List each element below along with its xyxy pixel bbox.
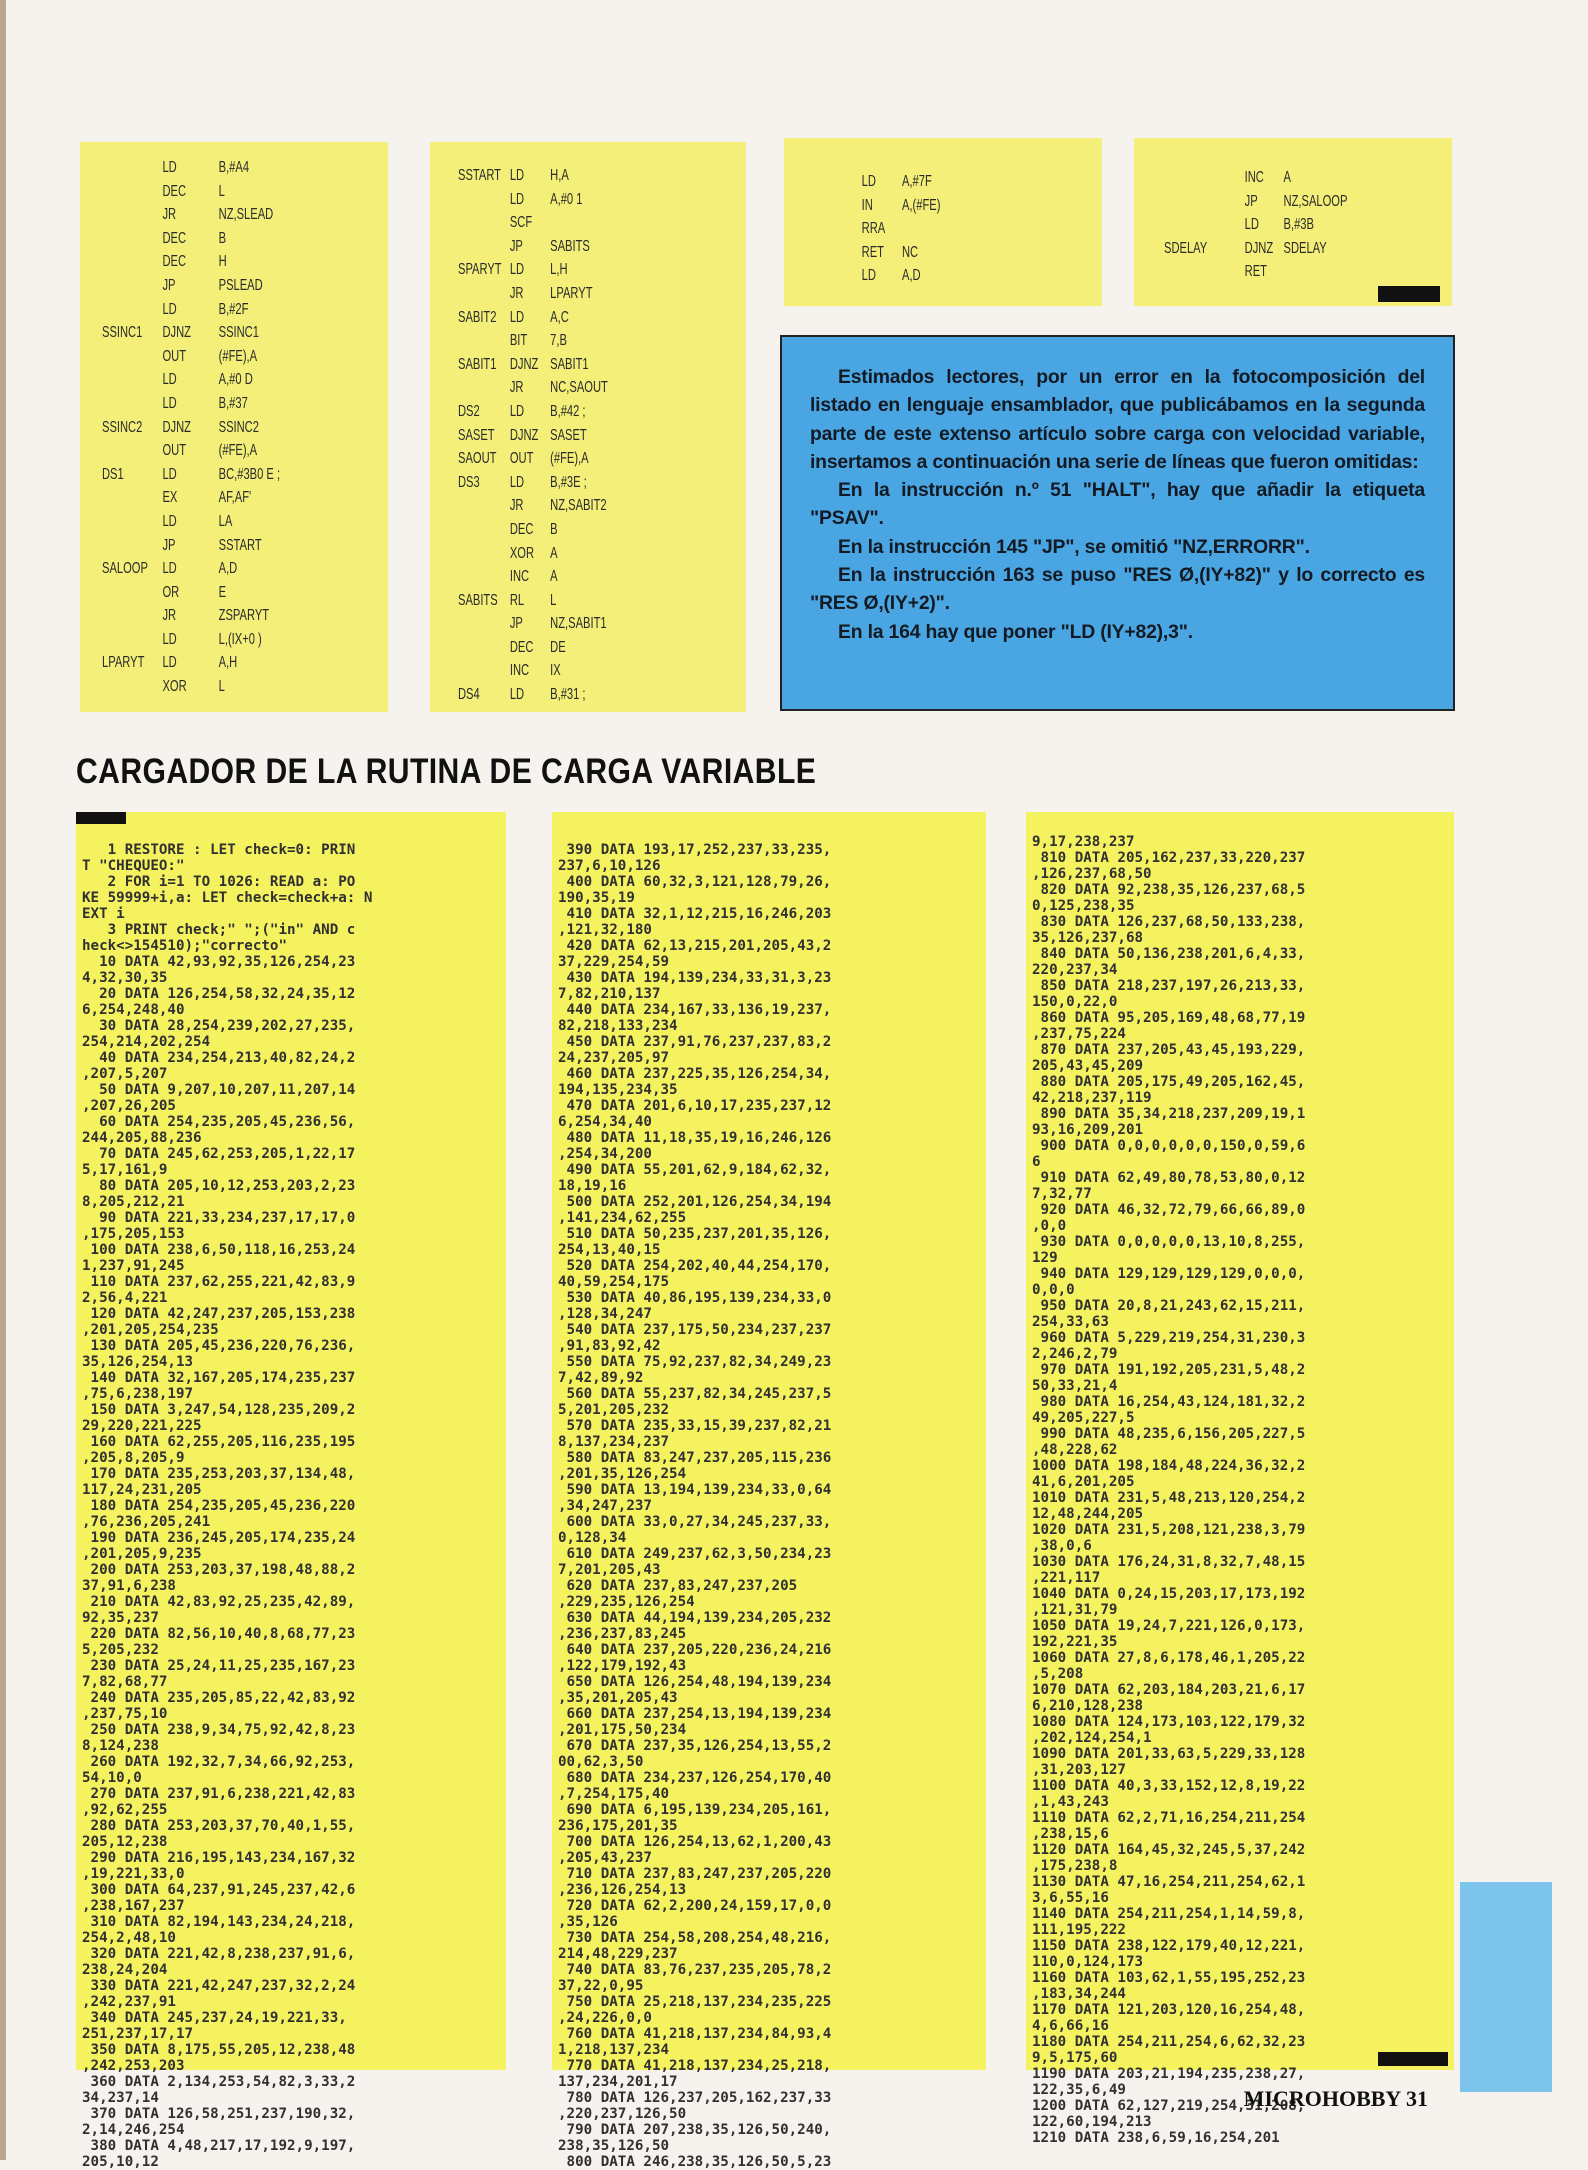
asm-operand: L [218,678,225,696]
asm-opcode: DEC [509,638,534,656]
asm-operand: SABIT1 [550,355,589,373]
asm-operand: DE [550,638,566,656]
asm-label: SSTART [458,167,501,184]
page-number: 31 [1406,2086,1428,2111]
asm-operand: (#FE),A [218,347,258,365]
asm-operand: NC,SAOUT [550,379,608,397]
asm-label: SABIT2 [458,308,497,326]
asm-opcode: JR [162,206,177,224]
asm-operand: IX [550,662,561,680]
asm-operand: A,H [218,654,238,672]
asm-operand: AF,AF' [218,489,252,507]
asm-opcode: RET [1244,263,1267,281]
basic-listing-column-2 [552,812,986,2170]
asm-operand: BC,#3B0 E ; [218,465,281,483]
asm-operand: B,#42 ; [550,402,586,420]
asm-operand: A,#0 D [218,371,253,389]
asm-label: LPARYT [102,654,145,672]
asm-opcode: JP [509,237,523,255]
magazine-name: MICROHOBBY [1243,2086,1401,2111]
asm-opcode: EX [162,489,178,507]
asm-label: DS2 [458,402,480,420]
asm-operand: NZ,SALOOP [1283,192,1348,210]
asm-operand: SSINC2 [218,418,259,436]
page-tab-strip [1460,1882,1552,2092]
asm-opcode: LD [509,686,525,704]
asm-operand: B,#31 ; [550,686,586,704]
erratum-item-res: En la instrucción 163 se puso "RES Ø,(IY+82)" y lo correcto es "RES Ø,(IY+2)". [810,564,1425,615]
asm-opcode: LD [509,167,525,184]
basic-listing-text-1: 1 RESTORE : LET check=0: PRIN T "CHEQUEO:" 2 FOR i=1 TO 1026: READ a: PO KE 59999+i,a: LET check=check+a: N EXT i 3 PRINT check;" ";("in" AND c heck<>154510);"correcto" 10 DATA 42,93,92,35,126,254,23 4,32,30,35 20 DATA 126,254,58,32,24,35,12 6,254,248,40 30 DATA 28,254,239,202,27,235, 254,214,202,254 40 DATA 234,254,213,40,82,24,2 ,207,5,207 50 DATA 9,207,10,207,11,207,14 ,207,26,205 60 DATA 254,235,205,45,236,56, 244,205,88,236 70 DATA 245,62,253,205,1,22,17 5,17,161,9 80 DATA 205,10,12,253,203,2,23 8,205,212,21 90 DATA 221,33,234,237,17,17,0 ,175,205,153 100 DATA 238,6,50,118,16,253,24 1,237,91,245 110 DATA 237,62,255,221,42,83,9 2,56,4,221 120 DATA 42,247,237,205,153,238 ,201,205,254,235 130 DATA 205,45,236,220,76,236, 35,126,254,13 140 DATA 32,167,205,174,235,237 ,75,6,238,197 150 DATA 3,247,54,128,235,209,2 29,220,221,225 160 DATA 62,255,205,116,235,195 ,205,8,205,9 170 DATA 235,253,203,37,134,48, 117,24,231,205 180 DATA 254,235,205,45,236,220 ,76,236,205,241 190 DATA 236,245,205,174,235,24 ,201,205,9,235 200 DATA 253,203,37,198,48,88,2 37,91,6,238 210 DATA 42,83,92,25,235,42,89, 92,35,237 220 DATA 82,56,10,40,8,68,77,23 5,205,232 230 DATA 25,24,11,25,235,167,23 7,82,68,77 240 DATA 235,205,85,22,42,83,92 ,237,75,10 250 DATA 238,9,34,75,92,42,8,23 8,124,238 260 DATA 192,32,7,34,66,92,253, 54,10,0 270 DATA 237,91,6,238,221,42,83 ,92,62,255 280 DATA 253,203,37,70,40,1,55, 205,12,238 290 DATA 216,195,143,234,167,32 ,19,221,33,0 300 DATA 64,237,91,245,237,42,6 ,238,167,237 310 DATA 82,194,143,234,24,218, 254,2,48,10 320 DATA 221,42,8,238,237,91,6, 238,24,204 330 DATA 221,42,247,237,32,2,24 ,242,237,91 340 DATA 245,237,24,19,221,33, 251,237,17,17 350 DATA 8,175,55,205,12,238,48 ,242,253,203 360 DATA 2,134,253,54,82,3,33,2 34,237,14 370 DATA 126,58,251,237,190,32, 2,14,246,254 380 DATA 4,48,217,17,192,9,197, 205,10,12 [82,842,373,2170]
page-binding-edge [0,0,6,2160]
column-start-marker [76,812,126,824]
asm-opcode: JR [509,497,524,515]
asm-opcode: DJNZ [1244,239,1274,257]
asm-opcode: RET [861,243,884,261]
asm-label: SALOOP [102,560,148,578]
asm-operand: A,#0 1 [550,190,583,208]
asm-opcode: JR [162,607,177,625]
asm-opcode: DJNZ [509,355,539,373]
asm-operand: E [218,583,227,601]
asm-opcode: LD [162,465,177,483]
asm-opcode: LD [509,402,525,420]
asm-operand: L [218,182,225,200]
section-title: CARGADOR DE LA RUTINA DE CARGA VARIABLE [76,752,817,791]
asm-opcode: DJNZ [162,418,191,436]
asm-opcode: XOR [509,544,535,562]
asm-opcode: BIT [509,332,528,350]
asm-operand: B,#37 [218,394,248,412]
asm-listing-box-3 [784,138,1102,306]
asm-label: SABIT1 [458,355,497,373]
asm-operand: LA [218,512,233,530]
asm-label: SSINC2 [102,418,143,436]
asm-operand: A,C [550,308,569,326]
basic-listing-text-3: 9,17,238,237 810 DATA 205,162,237,33,220,237 ,126,237,68,50 820 DATA 92,238,35,126,237,68,5 0,125,238,35 830 DATA 126,237,68,50,133,238, 35,126,237,68 840 DATA 50,136,238,201,6,4,33, 220,237,34 850 DATA 218,237,197,26,213,33, 150,0,22,0 860 DATA 95,205,169,48,68,77,19 ,237,75,224 870 DATA 237,205,43,45,193,229, 205,43,45,209 880 DATA 205,175,49,205,162,45, 42,218,237,119 890 DATA 35,34,218,237,209,19,1 93,16,209,201 900 DATA 0,0,0,0,0,0,150,0,59,6 6 910 DATA 62,49,80,78,53,80,0,12 7,32,77 920 DATA 46,32,72,79,66,66,89,0 ,0,0 930 DATA 0,0,0,0,0,13,10,8,255, 129 940 DATA 129,129,129,129,0,0,0, 0,0,0 950 DATA 20,8,21,243,62,15,211, 254,33,63 960 DATA 5,229,219,254,31,230,3 2,246,2,79 970 DATA 191,192,205,231,5,48,2 50,33,21,4 980 DATA 16,254,43,124,181,32,2 49,205,227,5 990 DATA 48,235,6,156,205,227,5 ,48,228,62 1000 DATA 198,184,48,224,36,32,2 41,6,201,205 1010 DATA 231,5,48,213,120,254,2 12,48,244,205 1020 DATA 231,5,208,121,238,3,79 ,38,0,6 1030 DATA 176,24,31,8,32,7,48,15 ,221,117 1040 DATA 0,24,15,203,17,173,192 ,121,31,79 1050 DATA 19,24,7,221,126,0,173, 192,221,35 1060 DATA 27,8,6,178,46,1,205,22 ,5,208 1070 DATA 62,203,184,203,21,6,17 6,210,128,238 1080 DATA 124,173,103,122,179,32 ,202,124,254,1 1090 DATA 201,33,63,5,229,33,128 ,31,203,127 1100 DATA 40,3,33,152,12,8,19,22 ,1,43,243 1110 DATA 62,2,71,16,254,211,254 ,238,15,6 1120 DATA 164,45,32,245,5,37,242 ,175,238,8 1130 DATA 47,16,254,211,254,62,1 3,6,55,16 1140 DATA 254,211,254,1,14,59,8, 111,195,222 1150 DATA 238,122,179,40,12,221, 110,0,124,173 1160 DATA 103,62,1,55,195,252,23 ,183,34,244 1170 DATA 121,203,120,16,254,48, 4,6,66,16 1180 DATA 254,211,254,6,62,32,23 9,5,175,60 1190 DATA 203,21,194,235,238,27, 122,35,6,49 1200 DATA 62,127,219,254,31,208, 122,60,194,213 1210 DATA 238,6,59,16,254,201 [1032,834,1306,2146]
asm-opcode: LD [162,512,177,530]
asm-opcode: JR [509,284,524,302]
asm-listing-box-4 [1134,138,1452,306]
asm-operand: B [218,229,227,247]
asm-label: DS3 [458,473,480,491]
asm-opcode: XOR [162,678,187,696]
asm-operand: SABITS [550,237,590,255]
asm-operand: NC [902,243,919,261]
asm-opcode: LD [162,159,177,176]
asm-operand: B,#A4 [218,159,250,176]
column-end-marker [1378,2052,1448,2066]
erratum-item-halt: En la instrucción n.º 51 "HALT", hay que añadir la etiqueta "PSAV". [810,479,1425,530]
asm-opcode: SCF [509,214,533,232]
asm-operand: 7,B [550,332,567,350]
asm-opcode: DJNZ [162,324,191,342]
asm-label: SABITS [458,591,498,609]
asm-operand: SSTART [218,536,262,554]
asm-operand: A,D [902,267,921,285]
asm-operand: SSINC1 [218,324,259,342]
asm-opcode: JR [509,379,524,397]
asm-operand: NZ,SABIT2 [550,497,607,515]
asm-operand: LPARYT [550,284,593,302]
asm-label: SSINC1 [102,324,143,342]
asm-operand: SASET [550,426,587,444]
asm-operand: SDELAY [1283,239,1327,257]
erratum-notice [780,335,1455,711]
asm-operand: B [550,520,558,538]
asm-opcode: LD [509,261,525,279]
asm-operand: L,(IX+0 ) [218,630,262,648]
asm-opcode: DEC [162,182,187,200]
asm-opcode: OUT [162,442,187,460]
page-footer [1244,2086,1428,2112]
asm-opcode: LD [162,560,177,578]
asm-operand: L,H [550,261,568,279]
asm-opcode: LD [162,630,177,648]
asm-label: SASET [458,426,495,444]
asm-opcode: JP [509,615,523,633]
asm-opcode: OR [162,583,180,601]
asm-opcode: RRA [861,220,886,238]
asm-operand: B,#3E ; [550,473,587,491]
asm-opcode: IN [861,196,873,214]
erratum-item-ld: En la 164 hay que poner "LD (IY+82),3". [838,620,1193,643]
asm-opcode: LD [162,394,177,412]
asm-opcode: JP [162,276,176,294]
asm-operand: A,(#FE) [902,196,941,214]
asm-label: SAOUT [458,450,497,468]
asm-opcode: LD [1244,216,1259,234]
asm-listing-box-1 [80,142,388,712]
asm-operand: A [550,544,558,562]
erratum-item-jp: En la instrucción 145 "JP", se omitió "NZ,ERRORR". [838,535,1310,558]
asm-label: DS1 [102,465,124,483]
asm-opcode: LD [162,654,177,672]
asm-operand: H,A [550,167,569,184]
asm-operand: (#FE),A [550,450,589,468]
asm-opcode: DEC [162,229,187,247]
asm-operand: L [550,591,557,609]
asm-opcode: LD [861,267,876,285]
asm-opcode: INC [1244,169,1264,186]
asm-opcode: DEC [509,520,534,538]
asm-operand: B,#3B [1283,216,1314,234]
asm-operand: A [1283,169,1291,186]
asm-opcode: INC [509,568,530,586]
asm-operand: NZ,SABIT1 [550,615,607,633]
asm-opcode: LD [162,300,177,318]
asm-opcode: DEC [162,253,187,271]
asm-operand: ZSPARYT [218,607,270,625]
basic-listing-column-1 [76,812,506,2170]
asm-opcode: LD [509,308,525,326]
end-marker [1378,286,1440,302]
basic-listing-text-2: 390 DATA 193,17,252,237,33,235, 237,6,10,126 400 DATA 60,32,3,121,128,79,26, 190,35,19 410 DATA 32,1,12,215,16,246,203 ,121,32,180 420 DATA 62,13,215,201,205,43,2 37,229,254,59 430 DATA 194,139,234,33,31,3,23 7,82,210,137 440 DATA 234,167,33,136,19,237, 82,218,133,234 450 DATA 237,91,76,237,237,83,2 24,237,205,97 460 DATA 237,225,35,126,254,34, 194,135,234,35 470 DATA 201,6,10,17,235,237,12 6,254,34,40 480 DATA 11,18,35,19,16,246,126 ,254,34,200 490 DATA 55,201,62,9,184,62,32, 18,19,16 500 DATA 252,201,126,254,34,194 ,141,234,62,255 510 DATA 50,235,237,201,35,126, 254,13,40,15 520 DATA 254,202,40,44,254,170, 40,59,254,175 530 DATA 40,86,195,139,234,33,0 ,128,34,247 540 DATA 237,175,50,234,237,237 ,91,83,92,42 550 DATA 75,92,237,82,34,249,23 7,42,89,92 560 DATA 55,237,82,34,245,237,5 5,201,205,232 570 DATA 235,33,15,39,237,82,21 8,137,234,237 580 DATA 83,247,237,205,115,236 ,201,35,126,254 590 DATA 13,194,139,234,33,0,64 ,34,247,237 600 DATA 33,0,27,34,245,237,33, 0,128,34 610 DATA 249,237,62,3,50,234,23 7,201,205,43 620 DATA 237,83,247,237,205 ,229,235,126,254 630 DATA 44,194,139,234,205,232 ,236,237,83,245 640 DATA 237,205,220,236,24,216 ,122,179,192,43 650 DATA 126,254,48,194,139,234 ,35,201,205,43 660 DATA 237,254,13,194,139,234 ,201,175,50,234 670 DATA 237,35,126,254,13,55,2 00,62,3,50 680 DATA 234,237,126,254,170,40 ,7,254,175,40 690 DATA 6,195,139,234,205,161, 236,175,201,35 700 DATA 126,254,13,62,1,200,43 ,205,43,237 710 DATA 237,83,247,237,205,220 ,236,126,254,13 720 DATA 62,2,200,24,159,17,0,0 ,35,126 730 DATA 254,58,208,254,48,216, 214,48,229,237 740 DATA 83,76,237,235,205,78,2 37,22,0,95 750 DATA 25,218,137,234,235,225 ,24,226,0,0 760 DATA 41,218,137,234,84,93,4 1,218,137,234 770 DATA 41,218,137,234,25,218, 137,234,201,17 780 DATA 126,237,205,162,237,33 ,220,237,126,50 790 DATA 207,238,35,126,50,240, 238,35,126,50 800 DATA 246,238,35,126,50,5,23 [558,842,832,2170]
asm-opcode: INC [509,662,530,680]
asm-operand: PSLEAD [218,276,263,294]
asm-operand: B,#2F [218,300,249,318]
asm-operand: NZ,SLEAD [218,206,274,224]
asm-opcode: DJNZ [509,426,539,444]
asm-opcode: OUT [162,347,187,365]
asm-label: DS4 [458,686,480,704]
asm-opcode: JP [1244,192,1258,210]
asm-opcode: JP [162,536,176,554]
asm-operand: H [218,253,227,271]
asm-listing-box-2 [430,142,746,712]
asm-label: SPARYT [458,261,502,279]
asm-opcode: OUT [509,450,534,468]
asm-label: SDELAY [1164,239,1208,257]
asm-opcode: LD [162,371,177,389]
erratum-intro: Estimados lectores, por un error en la fotocomposición del listado en lenguaje ensamblador, que publicábamos en la segunda parte de este extenso artículo sobre carga con velocidad variable, insertamos a continuación una serie de líneas que fueron omitidas: [810,366,1425,473]
asm-opcode: RL [509,591,525,609]
asm-operand: A [550,568,558,586]
asm-operand: A,D [218,560,238,578]
asm-opcode: LD [861,173,876,190]
asm-opcode: LD [509,473,525,491]
asm-operand: A,#7F [902,173,932,190]
asm-operand: (#FE),A [218,442,258,460]
asm-opcode: LD [509,190,525,208]
